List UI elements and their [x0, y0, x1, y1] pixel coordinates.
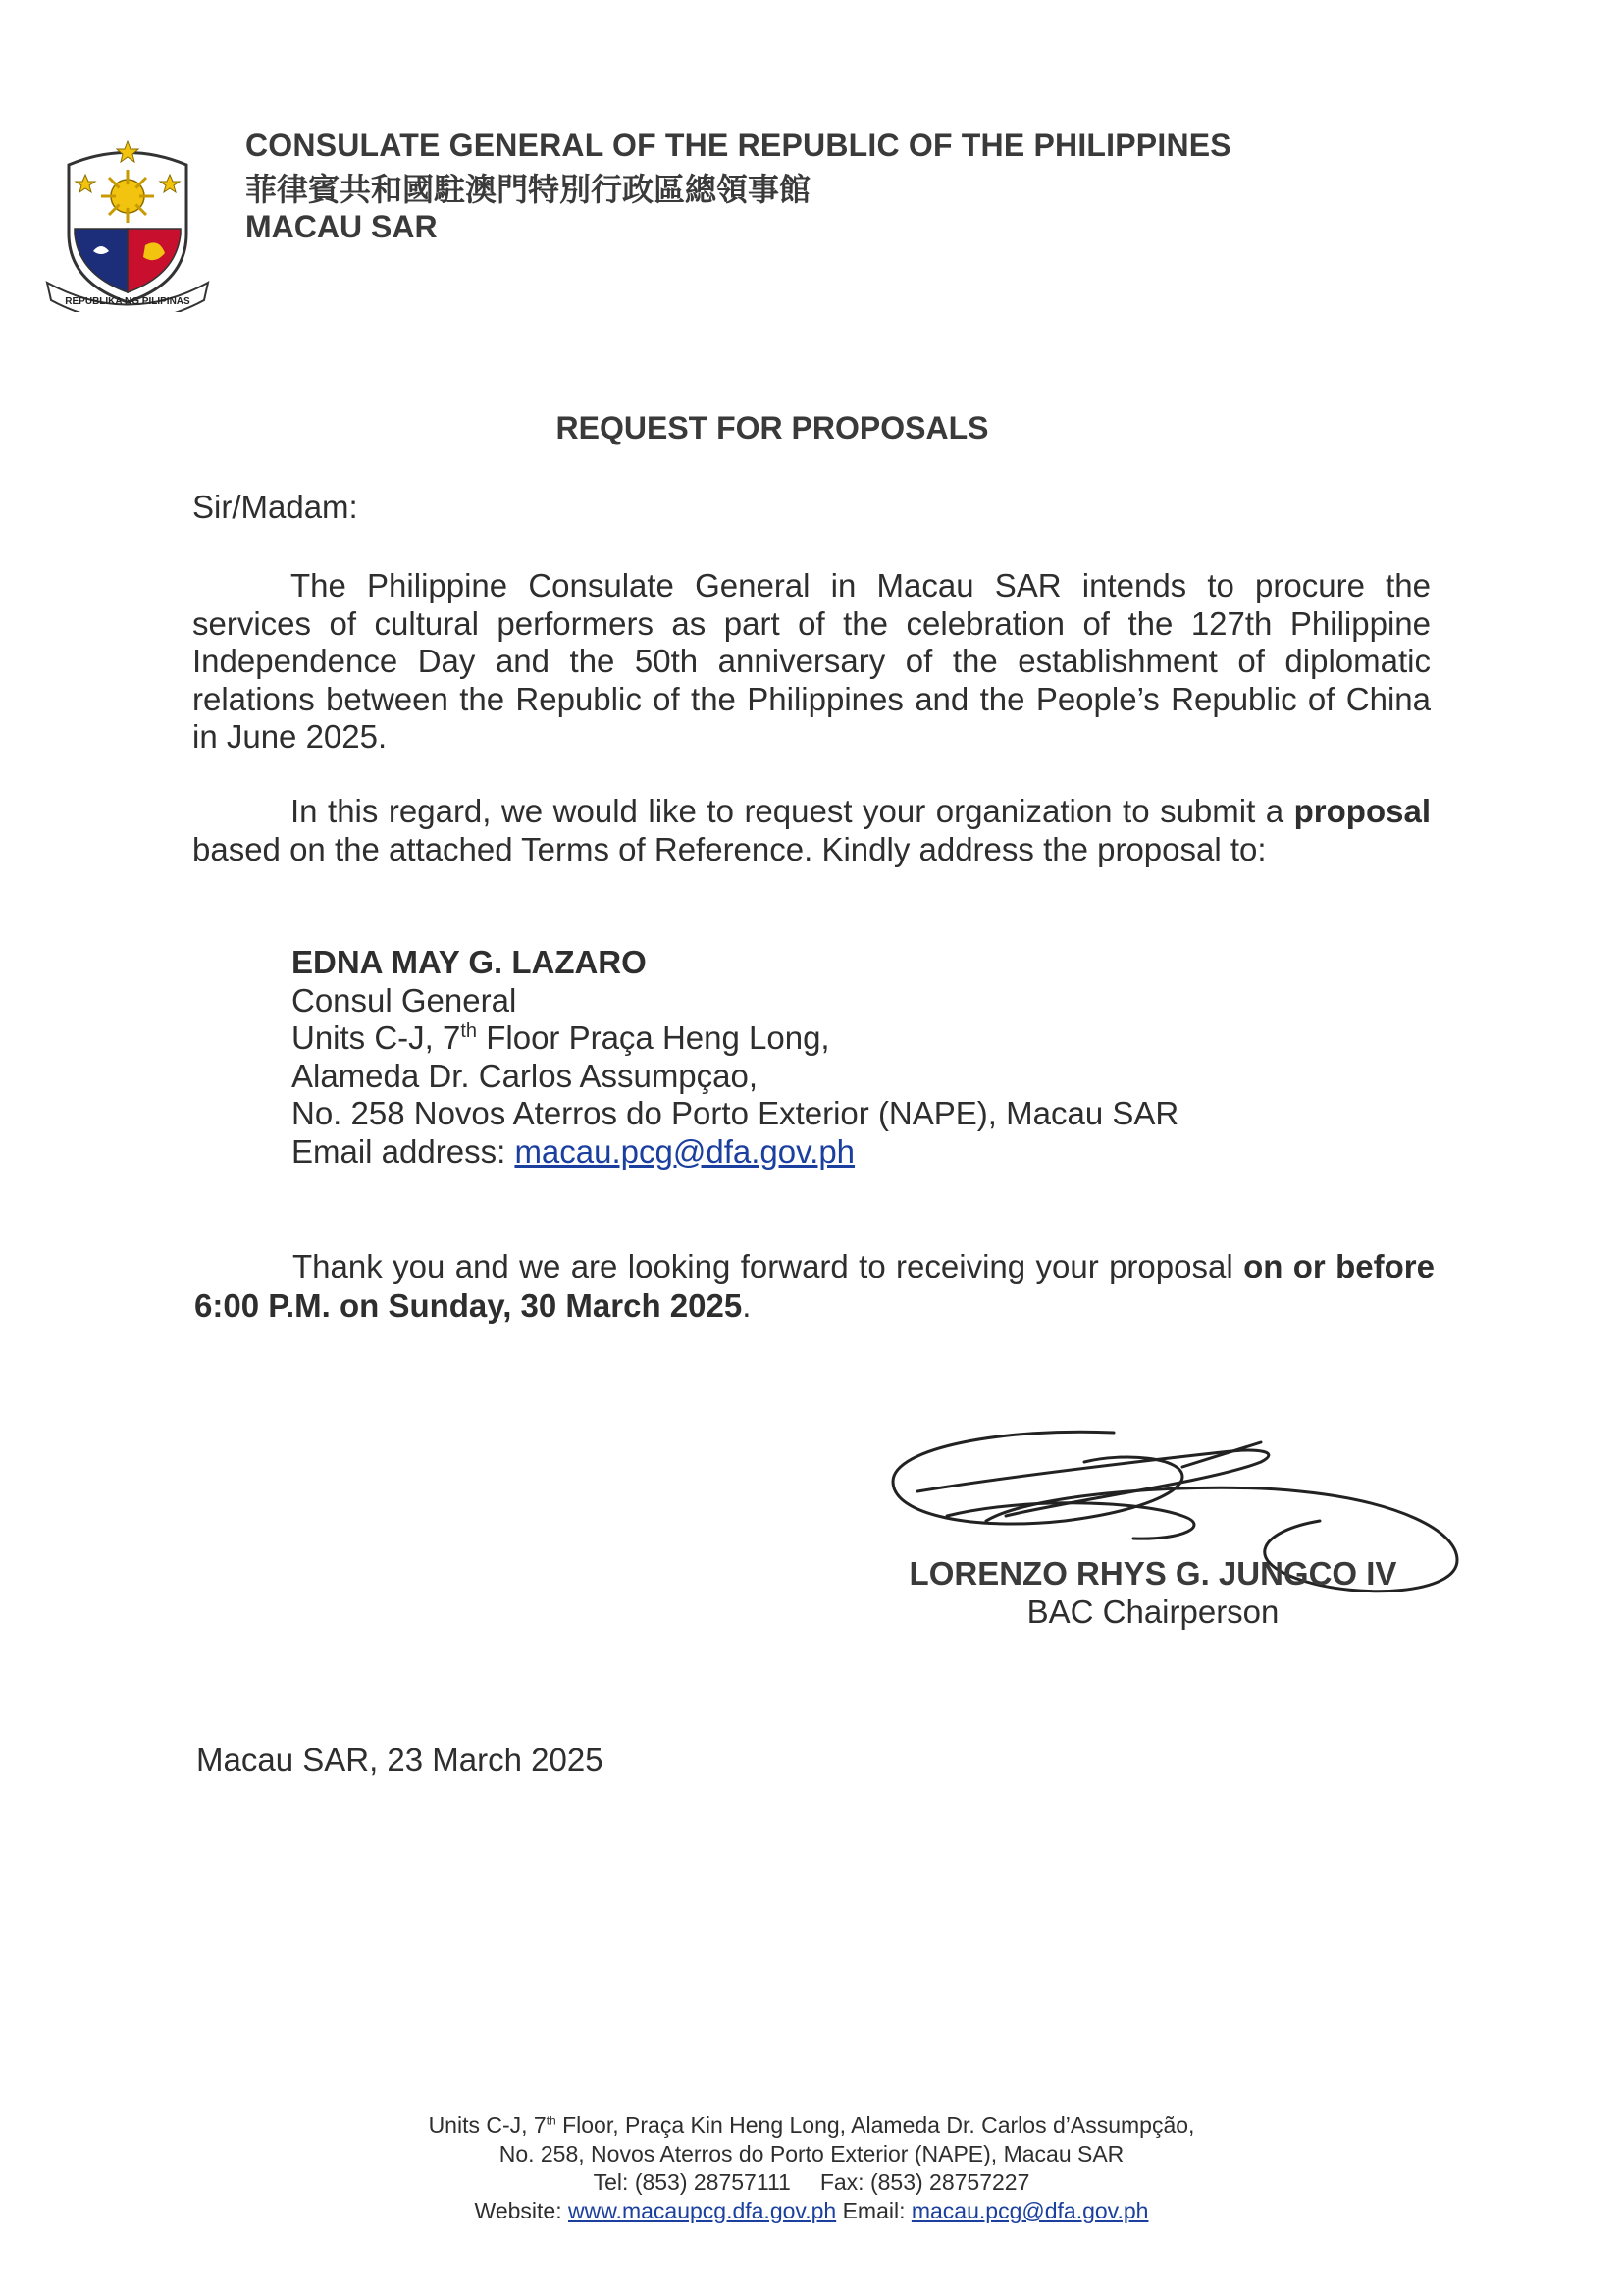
place-and-date: Macau SAR, 23 March 2025 — [196, 1742, 603, 1778]
footer-phone-line: Tel: (853) 28757111 Fax: (853) 28757227 — [593, 2169, 1030, 2195]
addressee-email-link[interactable]: macau.pcg@dfa.gov.ph — [514, 1132, 856, 1170]
paragraph-intent: The Philippine Consulate General in Macau SAR intends to procure the services of cultural performers as part of the celebration of the 127th Philippine Independence Day and the 50th anniversary of the establishment of diplomatic relations between the Republic of the Philippines and the People’s Republic of China in June 2025. — [192, 567, 1431, 755]
letterhead-consulate-name: CONSULATE GENERAL OF THE REPUBLIC OF THE PHILIPPINES — [245, 128, 1231, 163]
paragraph-closing-tail: . — [742, 1287, 752, 1324]
signatory-name: LORENZO RHYS G. JUNGCO IV — [909, 1555, 1397, 1592]
paragraph-request — [192, 793, 1431, 868]
salutation: Sir/Madam: — [192, 489, 358, 525]
addressee-email-line — [291, 1133, 1178, 1172]
footer-tel: (853) 28757111 — [634, 2169, 791, 2195]
paragraph-request-lead: In this regard, we would like to request your organization to submit a — [290, 793, 1284, 829]
paragraph-closing — [194, 1247, 1435, 1326]
paragraph-request-tail: based on the attached Terms of Reference. Kindly address the proposal to: — [192, 830, 1267, 867]
footer — [0, 2112, 1623, 2225]
letterhead-chinese-name: 菲律賓共和國駐澳門特別行政區總領事館 — [245, 172, 812, 207]
footer-address-line2: No. 258, Novos Aterros do Porto Exterior (NAPE), Macau SAR — [498, 2141, 1125, 2166]
paragraph-closing-lead: Thank you and we are looking forward to receiving your proposal — [292, 1248, 1233, 1284]
letterhead-location: MACAU SAR — [245, 209, 438, 244]
footer-website-link[interactable]: www.macaupcg.dfa.gov.ph — [568, 2198, 837, 2223]
philippine-coat-of-arms-seal — [39, 135, 216, 312]
addressee-email-label: Email address: — [291, 1132, 506, 1170]
footer-email-link[interactable]: macau.pcg@dfa.gov.ph — [911, 2198, 1149, 2223]
addressee-position: Consul General — [291, 981, 517, 1018]
footer-fax: (853) 28757227 — [869, 2169, 1030, 2195]
addressee-block — [291, 944, 1178, 1171]
signatory-title: BAC Chairperson — [1026, 1593, 1280, 1630]
addressee-address-line3: No. 258 Novos Aterros do Porto Exterior (NAPE), Macau SAR — [291, 1095, 1179, 1131]
document-title: REQUEST FOR PROPOSALS — [555, 410, 989, 445]
addressee-address-line2: Alameda Dr. Carlos Assumpçao, — [291, 1057, 759, 1094]
addressee-name: EDNA MAY G. LAZARO — [291, 944, 647, 980]
seal-ribbon-text: REPUBLIKA NG PILIPINAS — [65, 296, 190, 307]
paragraph-closing-deadline: on or before 6:00 P.M. on Sunday, 30 March 2025 — [194, 1248, 1435, 1324]
paragraph-request-bold: proposal — [1293, 793, 1431, 829]
footer-web-line: Website: www.macaupcg.dfa.gov.ph Email: macau.pcg@dfa.gov.ph — [474, 2198, 1149, 2223]
footer-address-line1: Units C-J, 7th Floor, Praça Kin Heng Long, Alameda Dr. Carlos d’Assumpção, — [428, 2113, 1195, 2138]
addressee-address-line1: Units C-J, 7th Floor Praça Heng Long, — [291, 1019, 830, 1056]
